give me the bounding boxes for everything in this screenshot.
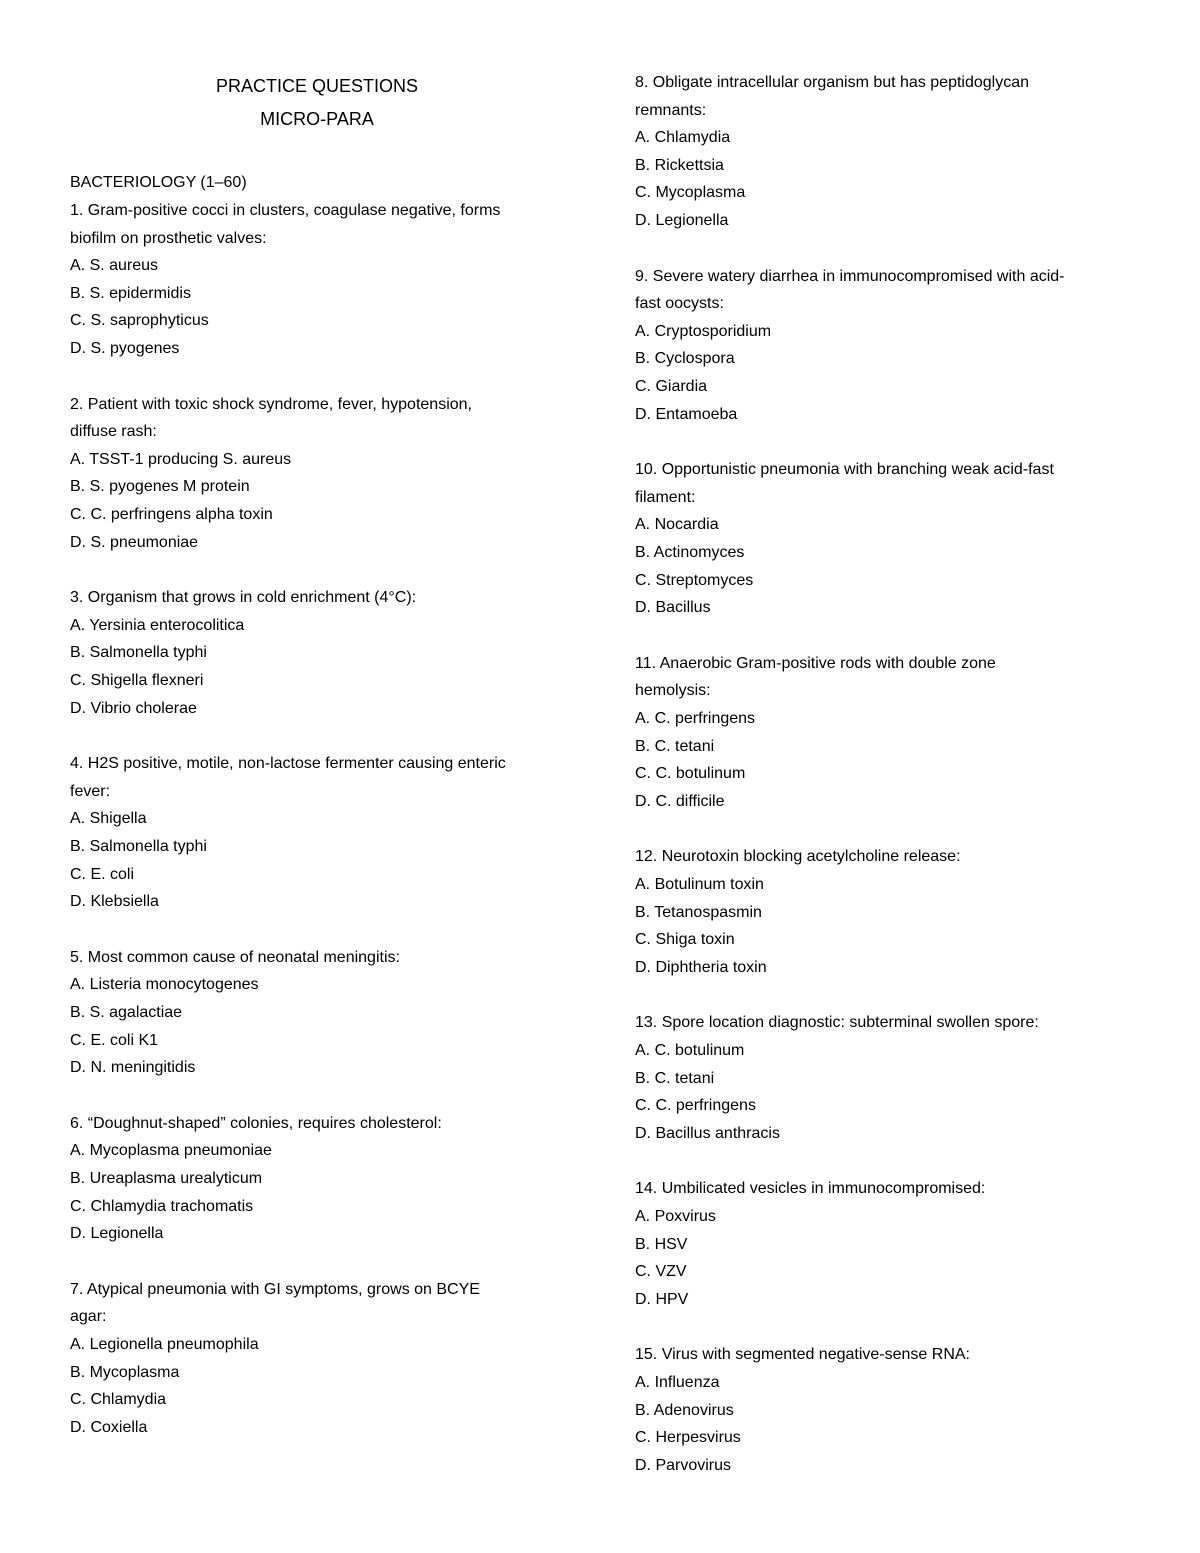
answer-option: B. Tetanospasmin — [635, 903, 762, 921]
answer-option: A. Chlamydia — [635, 129, 731, 147]
page-title: PRACTICE QUESTIONS — [215, 76, 419, 96]
answer-option: D. Bacillus — [635, 599, 711, 617]
question-stem: 2. Patient with toxic shock syndrome, fever, hypotension, — [70, 395, 472, 413]
answer-option: C. E. coli — [70, 865, 135, 883]
answer-option: C. Chlamydia — [70, 1391, 167, 1409]
answer-option: A. Shigella — [70, 810, 147, 828]
answer-option: D. Entamoeba — [635, 405, 738, 423]
answer-option: C. Shiga toxin — [635, 931, 735, 949]
answer-option: D. HPV — [635, 1290, 689, 1308]
answer-option: B. Ureaplasma urealyticum — [70, 1170, 263, 1187]
answer-option: A. C. botulinum — [635, 1042, 745, 1059]
question-stem: hemolysis: — [635, 682, 711, 700]
question-stem: 13. Spore location diagnostic: subterminal swollen spore: — [635, 1014, 1039, 1032]
answer-option: A. Nocardia — [635, 516, 719, 534]
answer-option: D. S. pneumoniae — [70, 533, 199, 551]
question-stem: fever: — [70, 782, 111, 800]
section-heading: BACTERIOLOGY (1–60) — [70, 174, 247, 191]
question-stem: 15. Virus with segmented negative-sense RNA: — [635, 1346, 970, 1364]
question-stem: 5. Most common cause of neonatal meningitis: — [70, 948, 400, 966]
answer-option: B. S. pyogenes M protein — [70, 478, 250, 496]
question-stem: 7. Atypical pneumonia with GI symptoms, grows on BCYE — [70, 1280, 480, 1298]
answer-option: D. S. pyogenes — [70, 340, 180, 357]
answer-option: D. Klebsiella — [70, 893, 159, 911]
answer-option: D. Diphtheria toxin — [635, 958, 767, 976]
answer-option: A. Yersinia enterocolitica — [70, 616, 245, 634]
answer-option: B. Mycoplasma — [70, 1363, 180, 1381]
answer-option: B. Cyclospora — [635, 350, 735, 368]
answer-option: B. Salmonella typhi — [70, 644, 207, 662]
question-stem: filament: — [635, 488, 696, 506]
question-stem: 10. Opportunistic pneumonia with branching weak acid-fast — [635, 461, 1054, 479]
answer-option: D. Parvovirus — [635, 1456, 732, 1474]
answer-option: C. E. coli K1 — [70, 1031, 159, 1049]
answer-option: D. Bacillus anthracis — [635, 1124, 780, 1142]
answer-option: D. N. meningitidis — [70, 1059, 196, 1077]
answer-option: A. Influenza — [635, 1374, 720, 1391]
answer-option: C. C. perfringens — [635, 1097, 756, 1115]
answer-option: A. Mycoplasma pneumoniae — [70, 1142, 272, 1160]
answer-option: C. VZV — [635, 1263, 687, 1281]
answer-option: D. C. difficile — [635, 792, 725, 810]
question-stem: 3. Organism that grows in cold enrichment (4°C): — [70, 589, 417, 607]
answer-option: B. Actinomyces — [635, 544, 745, 561]
answer-option: D. Legionella — [635, 212, 729, 229]
answer-option: C. S. saprophyticus — [70, 312, 209, 330]
question-stem: 9. Severe watery diarrhea in immunocompromised with acid- — [635, 267, 1065, 285]
answer-option: C. Giardia — [635, 378, 708, 395]
question-stem: diffuse rash: — [70, 423, 157, 441]
answer-option: B. C. tetani — [635, 737, 715, 755]
answer-option: A. Listeria monocytogenes — [70, 976, 259, 994]
question-stem: biofilm on prosthetic valves: — [70, 229, 267, 247]
answer-option: A. Botulinum toxin — [635, 876, 764, 893]
question-stem: 8. Obligate intracellular organism but has peptidoglycan — [635, 74, 1030, 91]
answer-option: A. Cryptosporidium — [635, 322, 772, 340]
answer-option: C. Mycoplasma — [635, 184, 746, 202]
answer-option: C. Chlamydia trachomatis — [70, 1197, 254, 1215]
question-stem: fast oocysts: — [635, 295, 724, 313]
answer-option: B. Rickettsia — [635, 156, 724, 174]
answer-option: B. HSV — [635, 1235, 688, 1253]
answer-option: A. TSST-1 producing S. aureus — [70, 450, 292, 468]
page-subtitle: MICRO-PARA — [260, 109, 374, 129]
answer-option: B. Adenovirus — [635, 1401, 734, 1419]
question-stem: 4. H2S positive, motile, non-lactose fermenter causing enteric — [70, 755, 506, 773]
answer-option: A. S. aureus — [70, 257, 159, 275]
answer-option: B. S. epidermidis — [70, 284, 191, 302]
question-stem: 12. Neurotoxin blocking acetylcholine release: — [635, 848, 961, 866]
question-stem: agar: — [70, 1308, 107, 1326]
answer-option: A. C. perfringens — [635, 710, 756, 727]
answer-option: A. Legionella pneumophila — [70, 1336, 259, 1353]
answer-option: D. Vibrio cholerae — [70, 699, 197, 717]
answer-option: C. C. perfringens alpha toxin — [70, 506, 273, 523]
answer-option: C. Shigella flexneri — [70, 672, 204, 689]
answer-option: B. Salmonella typhi — [70, 838, 207, 855]
question-stem: 1. Gram-positive cocci in clusters, coagulase negative, forms — [70, 202, 501, 219]
answer-option: D. Legionella — [70, 1225, 164, 1243]
question-stem: remnants: — [635, 101, 707, 119]
question-stem: 6. “Doughnut-shaped” colonies, requires cholesterol: — [70, 1114, 442, 1132]
answer-option: A. Poxvirus — [635, 1208, 716, 1225]
answer-option: D. Coxiella — [70, 1418, 148, 1436]
question-stem: 14. Umbilicated vesicles in immunocompromised: — [635, 1180, 986, 1198]
answer-option: C. Streptomyces — [635, 571, 754, 589]
answer-option: B. C. tetani — [635, 1069, 715, 1087]
answer-option: B. S. agalactiae — [70, 1004, 183, 1021]
answer-option: C. C. botulinum — [635, 765, 746, 783]
question-stem: 11. Anaerobic Gram-positive rods with double zone — [635, 654, 996, 672]
answer-option: C. Herpesvirus — [635, 1429, 741, 1447]
